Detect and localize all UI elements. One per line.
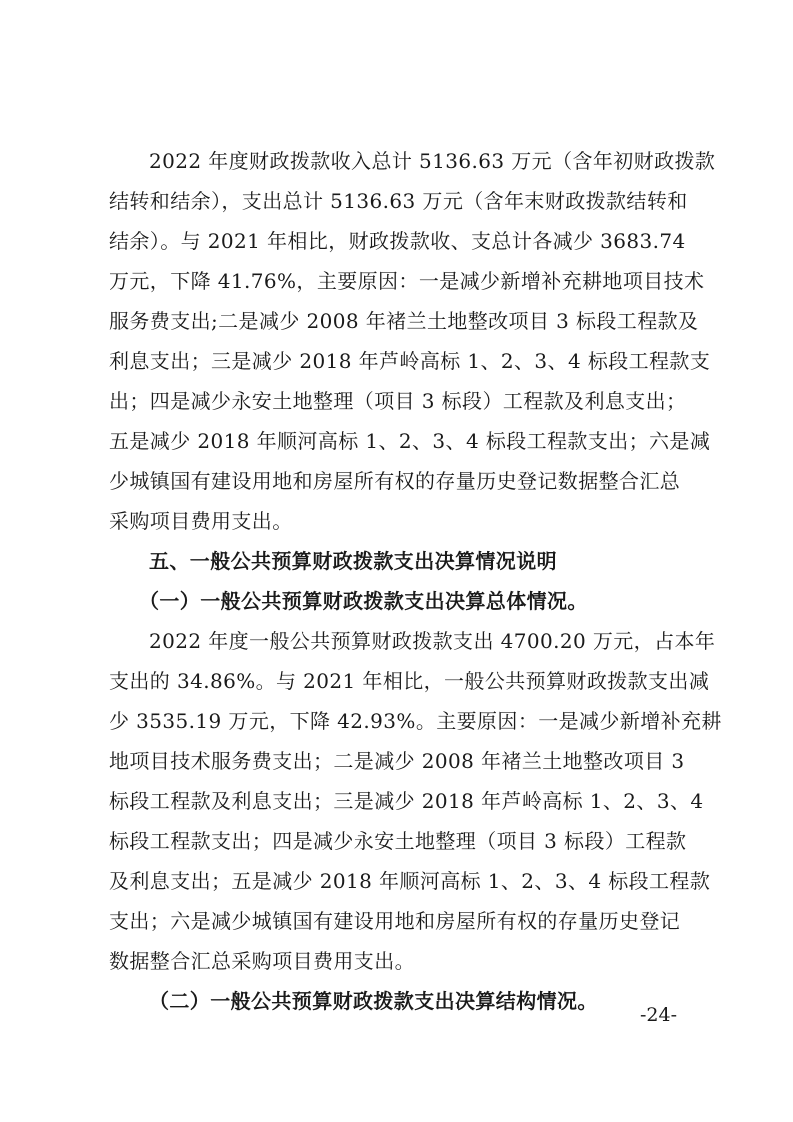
- subsection-heading: （二）一般公共预算财政拨款支出决算结构情况。: [149, 989, 598, 1013]
- paragraph-line: 标段工程款支出；四是减少永安土地整理（项目 3 标段）工程款: [109, 829, 687, 853]
- paragraph-line: 服务费支出;二是减少 2008 年褚兰土地整改项目 3 标段工程款及: [109, 309, 699, 333]
- paragraph-line: 少城镇国有建设用地和房屋所有权的存量历史登记数据整合汇总: [109, 469, 681, 493]
- paragraph-line: 支出的 34.86%。与 2021 年相比，一般公共预算财政拨款支出减: [109, 669, 710, 693]
- paragraph-line: 2022 年度财政拨款收入总计 5136.63 万元（含年初财政拨款: [149, 149, 716, 173]
- paragraph-line: 数据整合汇总采购项目费用支出。: [109, 949, 415, 973]
- paragraph-line: 地项目技术服务费支出；二是减少 2008 年褚兰土地整改项目 3: [109, 749, 685, 773]
- paragraph-line: 五是减少 2018 年顺河高标 1、2、3、4 标段工程款支出；六是减: [109, 429, 711, 453]
- paragraph-line: 出；四是减少永安土地整理（项目 3 标段）工程款及利息支出；: [109, 389, 687, 413]
- paragraph-line: 支出；六是减少城镇国有建设用地和房屋所有权的存量历史登记: [109, 909, 681, 933]
- paragraph-line: 2022 年度一般公共预算财政拨款支出 4700.20 万元，占本年: [149, 629, 716, 653]
- section-heading: 五、一般公共预算财政拨款支出决算情况说明: [149, 549, 557, 573]
- paragraph-line: 结余）。与 2021 年相比，财政拨款收、支总计各减少 3683.74: [109, 229, 686, 253]
- page-number: -24-: [640, 1004, 678, 1026]
- paragraph-line: 结转和结余），支出总计 5136.63 万元（含年末财政拨款结转和: [109, 189, 688, 213]
- subsection-heading: （一）一般公共预算财政拨款支出决算总体情况。: [139, 589, 588, 613]
- paragraph-line: 采购项目费用支出。: [109, 509, 293, 533]
- paragraph-line: 利息支出；三是减少 2018 年芦岭高标 1、2、3、4 标段工程款支: [109, 349, 711, 373]
- paragraph-line: 标段工程款及利息支出；三是减少 2018 年芦岭高标 1、2、3、4: [109, 789, 704, 813]
- paragraph-line: 及利息支出；五是减少 2018 年顺河高标 1、2、3、4 标段工程款: [109, 869, 711, 893]
- paragraph-line: 万元，下降 41.76%，主要原因：一是减少新增补充耕地项目技术: [109, 269, 705, 293]
- paragraph-line: 少 3535.19 万元，下降 42.93%。主要原因：一是减少新增补充耕: [109, 709, 722, 733]
